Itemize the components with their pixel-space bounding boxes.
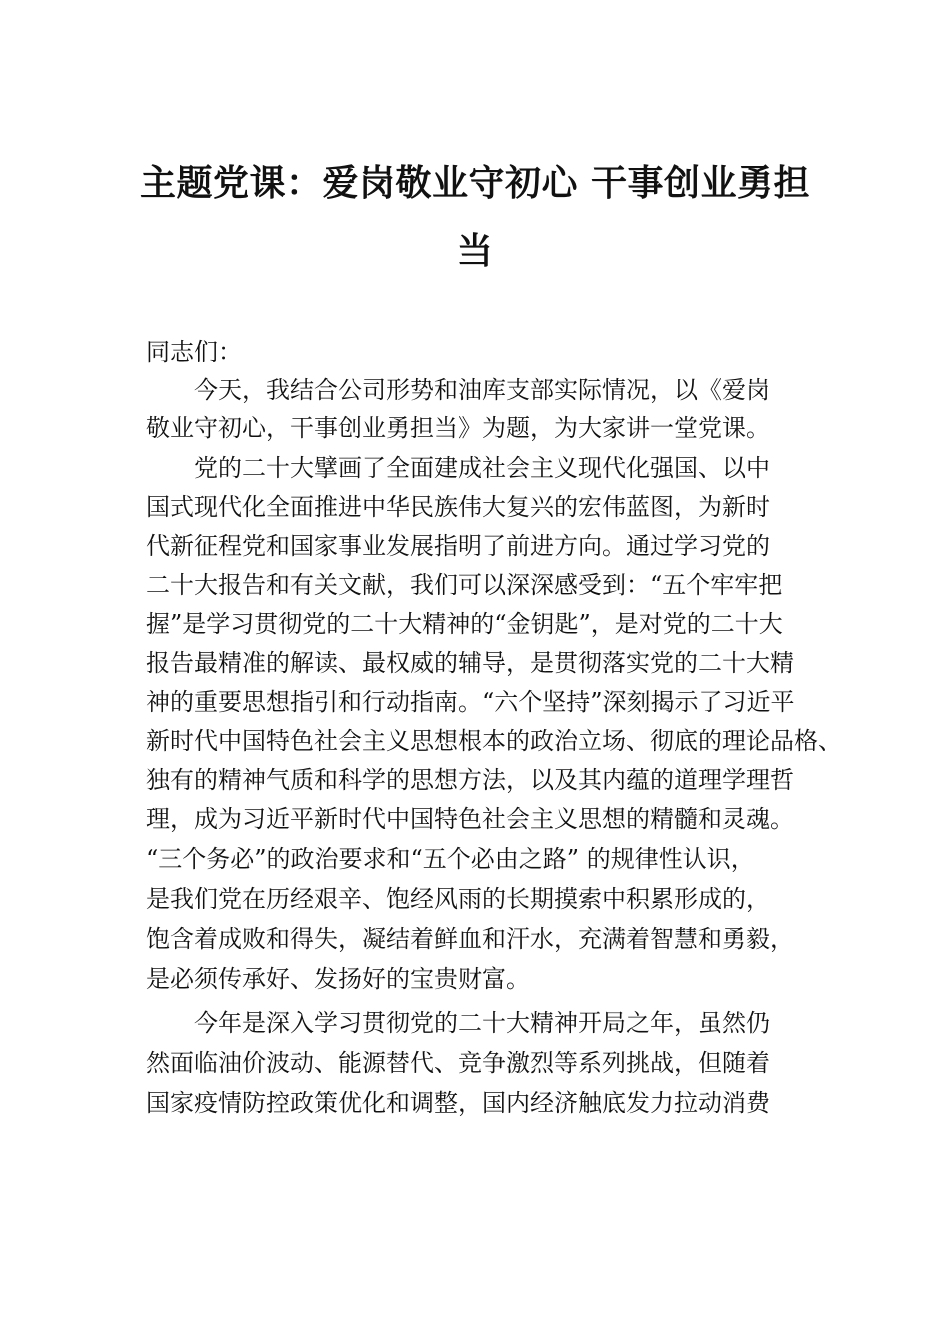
paragraph-line: 握”是学习贯彻党的二十大精神的“金钥匙”，是对党的二十大 [146, 610, 783, 638]
paragraph-line: 神的重要思想指引和行动指南。“六个坚持”深刻揭示了习近平 [146, 688, 795, 716]
paragraph-line: 是必须传承好、发扬好的宝贵财富。 [146, 965, 530, 993]
paragraph-line: 饱含着成败和得失，凝结着鲜血和汗水，充满着智慧和勇毅， [146, 925, 794, 953]
paragraph-line: 国式现代化全面推进中华民族伟大复兴的宏伟蓝图，为新时 [146, 493, 770, 521]
document-title-line-1: 主题党课：爱岗敬业守初心 干事创业勇担 [139, 162, 811, 204]
paragraph-line: 党的二十大擘画了全面建成社会主义现代化强国、以中 [194, 454, 770, 482]
salutation: 同志们： [146, 338, 242, 366]
paragraph-line: 是我们党在历经艰辛、饱经风雨的长期摸索中积累形成的， [146, 885, 770, 913]
paragraph-line: “三个务必”的政治要求和“五个必由之路” 的规律性认识， [146, 845, 755, 873]
paragraph-line: 理，成为习近平新时代中国特色社会主义思想的精髓和灵魂。 [146, 805, 794, 833]
paragraph-line: 报告最精准的解读、最权威的辅导，是贯彻落实党的二十大精 [146, 649, 794, 677]
paragraph-line: 今天，我结合公司形势和油库支部实际情况，以《爱岗 [194, 376, 770, 404]
paragraph-line: 然面临油价波动、能源替代、竞争激烈等系列挑战，但随着 [146, 1049, 770, 1077]
paragraph-line: 敬业守初心，干事创业勇担当》为题，为大家讲一堂党课。 [146, 414, 770, 442]
paragraph-line: 代新征程党和国家事业发展指明了前进方向。通过学习党的 [146, 532, 770, 560]
paragraph-line: 今年是深入学习贯彻党的二十大精神开局之年，虽然仍 [194, 1009, 770, 1037]
paragraph-line: 独有的精神气质和科学的思想方法，以及其内蕴的道理学理哲 [146, 766, 794, 794]
paragraph-line: 新时代中国特色社会主义思想根本的政治立场、彻底的理论品格、 [146, 727, 842, 755]
paragraph-line: 国家疫情防控政策优化和调整，国内经济触底发力拉动消费 [146, 1089, 770, 1117]
paragraph-line: 二十大报告和有关文献，我们可以深深感受到：“五个牢牢把 [146, 571, 783, 599]
document-title-line-2: 当 [456, 230, 494, 272]
